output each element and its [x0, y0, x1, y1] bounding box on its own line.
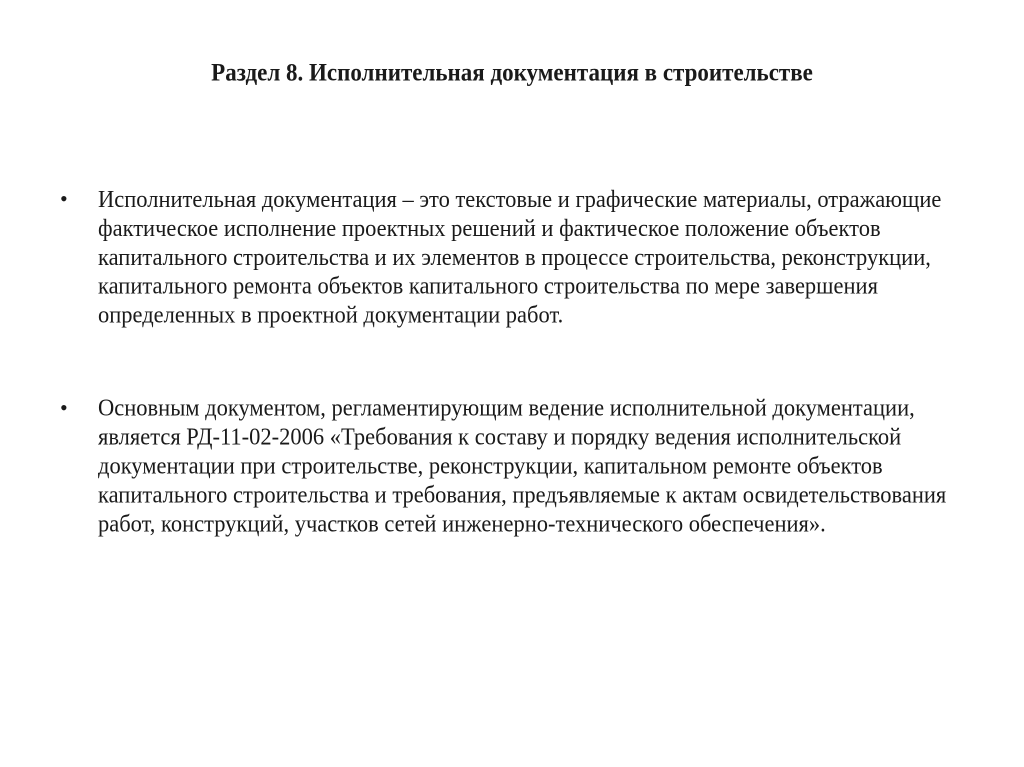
text-line: документации при строительстве, реконструкции, капитальном ремонте объектов: [98, 451, 883, 480]
text-line: капитального ремонта объектов капитального строительства по мере завершения: [98, 271, 878, 300]
text-line: капитального строительства и требования, предъявляемые к актам освидетельствования: [98, 480, 947, 509]
text-line: Основным документом, регламентирующим ведение исполнительной документации,: [98, 393, 915, 422]
bullet-text: [98, 393, 946, 538]
bullet-text: [98, 184, 941, 329]
text-line: капитального строительства и их элементов в процессе строительства, реконструкции,: [98, 242, 931, 271]
bullet-icon: •: [60, 395, 68, 420]
text-line: Исполнительная документация – это текстовые и графические материалы, отражающие: [98, 184, 942, 213]
text-line: является РД-11-02-2006 «Требования к составу и порядку ведения исполнительской: [98, 422, 902, 451]
text-line: работ, конструкций, участков сетей инженерно-технического обеспечения».: [98, 509, 826, 538]
slide-title: Раздел 8. Исполнительная документация в строительстве: [211, 58, 813, 86]
text-line: фактическое исполнение проектных решений и фактическое положение объектов: [98, 213, 881, 242]
bullet-icon: •: [60, 186, 68, 211]
text-line: определенных в проектной документации работ.: [98, 300, 564, 329]
